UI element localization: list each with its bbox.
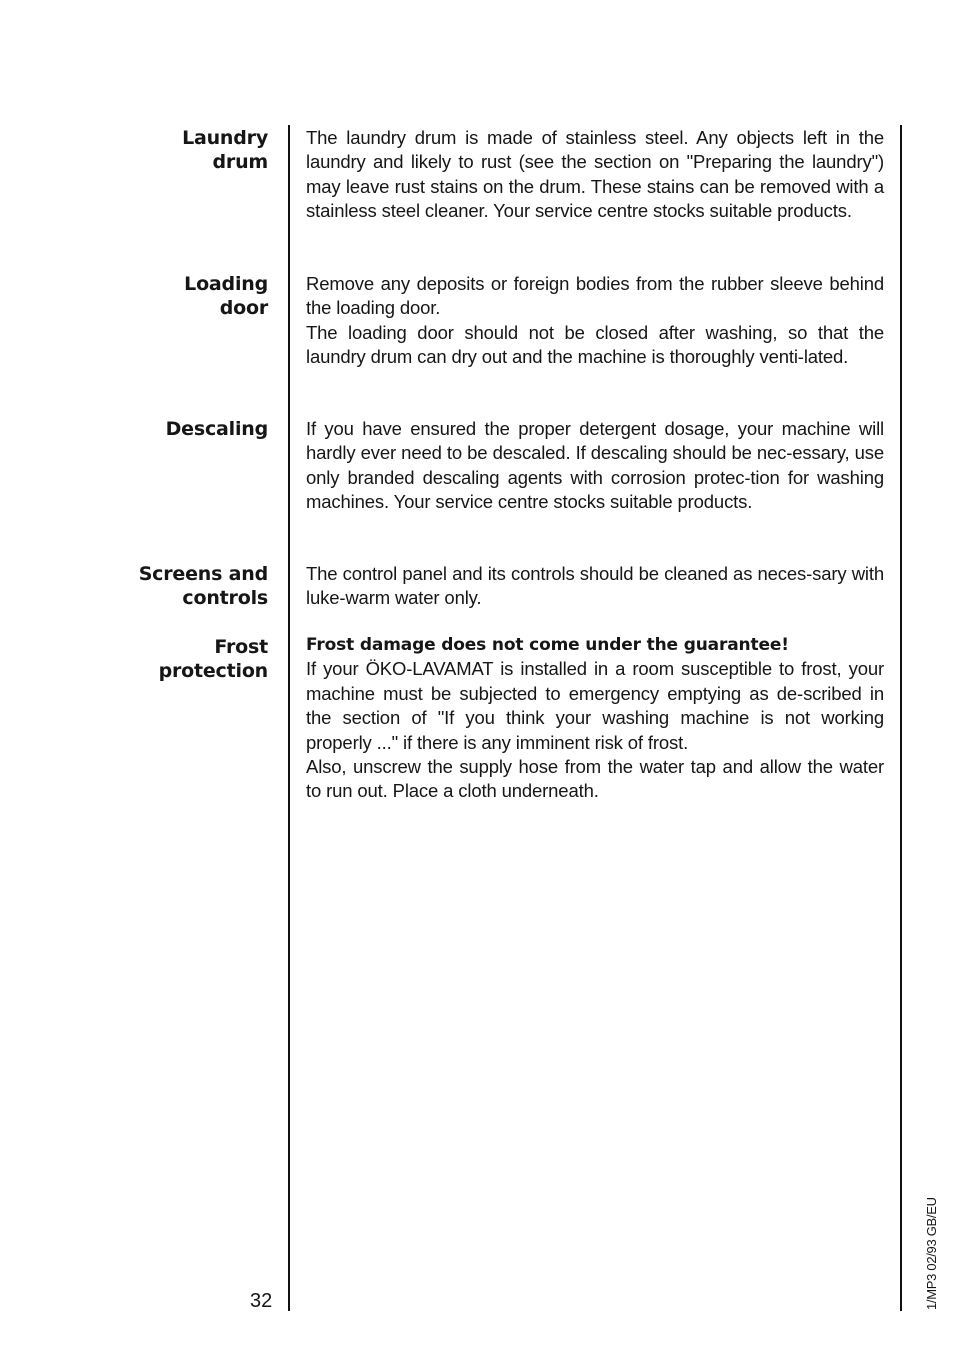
paragraph: Remove any deposits or foreign bodies from the rubber sleeve behind the loading door. <box>306 273 884 319</box>
page-number: 32 <box>250 1290 273 1312</box>
section-body-loading-door <box>306 272 884 370</box>
heading-line: controls <box>182 587 268 609</box>
paragraph: The loading door should not be closed after washing, so that the laundry drum can dry out and the machine is thoroughly venti-lated. <box>306 321 884 368</box>
warning-line: Frost damage does not come under the guarantee! <box>306 635 789 655</box>
paragraph: If your ÖKO-LAVAMAT is installed in a room susceptible to frost, your machine must be subjected to emergency emptying as de-scribed in the section of "If you think your washing machine is not working properly ..." if there is any imminent risk of frost. <box>306 658 884 753</box>
heading-line: Descaling <box>165 418 268 440</box>
heading-line: Frost <box>214 636 268 658</box>
heading-line: Laundry <box>182 127 268 149</box>
paragraph: Also, unscrew the supply hose from the water tap and allow the water to run out. Place a cloth underneath. <box>306 756 884 802</box>
section-body-laundry-drum <box>306 126 884 224</box>
section-body-frost-protection <box>306 633 884 804</box>
heading-line: protection <box>158 660 268 682</box>
heading-frost-protection <box>88 635 268 683</box>
section-body-descaling <box>306 417 884 515</box>
right-margin-rule <box>900 125 902 1311</box>
heading-line: drum <box>212 151 268 173</box>
heading-loading-door <box>88 272 268 320</box>
section-body-screens-and-controls <box>306 562 884 611</box>
heading-laundry-drum <box>88 126 268 174</box>
heading-screens-and-controls <box>88 562 268 610</box>
heading-line: Screens and <box>138 563 268 585</box>
heading-line: door <box>219 297 268 319</box>
heading-line: Loading <box>184 273 268 295</box>
heading-descaling <box>88 417 268 441</box>
paragraph: The control panel and its controls should be cleaned as neces-sary with luke-warm water only. <box>306 563 884 609</box>
left-column-rule <box>288 125 290 1311</box>
paragraph: If you have ensured the proper detergent dosage, your machine will hardly ever need to be descaled. If descaling should be nec-essary, use only branded descaling agents with corrosion protec-tion for washing machines. Your service centre stocks suitable products. <box>306 418 884 513</box>
paragraph: The laundry drum is made of stainless steel. Any objects left in the laundry and likely to rust (see the section on "Preparing the laundry") may leave rust stains on the drum. These stains can be removed with a stainless steel cleaner. Your service centre stocks suitable products. <box>306 127 884 222</box>
document-code: 1/MP3 02/93 GB/EU <box>924 1197 939 1310</box>
